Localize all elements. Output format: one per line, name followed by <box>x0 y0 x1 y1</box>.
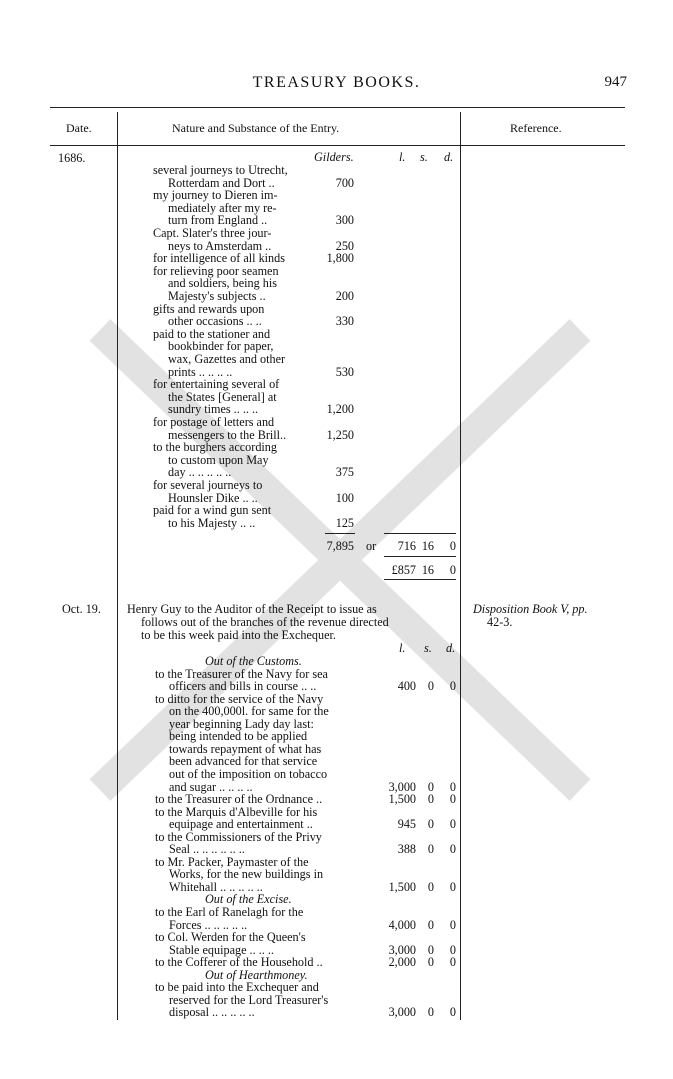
entry-line: wax, Gazettes and other <box>168 352 286 366</box>
lsd-d: d. <box>446 641 456 655</box>
payment-line: to Col. Werden for the Queen's <box>155 930 306 945</box>
amount-l: 388 <box>397 842 416 857</box>
grand-s: 16 <box>421 563 434 577</box>
amount-s: 0 <box>427 842 434 857</box>
amount-s: 0 <box>427 879 434 894</box>
amount-d: 0 <box>449 679 456 694</box>
entry-line: messengers to the Brill.. <box>168 427 287 442</box>
entry-line: other occasions .. .. <box>168 314 262 329</box>
page-number: 947 <box>604 74 627 90</box>
amount-s: 0 <box>427 917 434 932</box>
date-column-rule <box>117 112 118 1020</box>
col-header-date: Date. <box>66 121 92 135</box>
total-gilders: 7,895 <box>326 539 354 553</box>
gilders-amount: 200 <box>335 289 354 303</box>
section-heading: Out of the Customs. <box>205 654 302 668</box>
intro-line-2: follows out of the branches of the revenue directed <box>141 615 389 629</box>
payment-line: to the Treasurer of the Ordnance .. <box>155 792 323 807</box>
reference-line-2: 42-3. <box>487 615 513 629</box>
payment-line: being intended to be applied <box>169 729 308 744</box>
lsd-s: s. <box>424 641 432 655</box>
total-d: 0 <box>449 539 456 553</box>
entry-line: turn from England .. <box>168 213 268 228</box>
amount-s: 0 <box>427 1005 434 1020</box>
entry-date: 1686. <box>58 151 86 165</box>
payment-line: to the Marquis d'Albeville for his <box>155 804 318 819</box>
amount-d: 0 <box>449 917 456 932</box>
reference-line-1: Disposition Book V, pp. <box>473 602 588 616</box>
entry-line: for several journeys to <box>153 478 263 492</box>
amount-l: 3,000 <box>388 1005 416 1020</box>
payment-line: to the Treasurer of the Navy for sea <box>155 666 328 681</box>
entry-line: Hounsler Dike .. .. <box>168 490 258 505</box>
entry-line: to custom upon May <box>168 452 269 467</box>
section-heading: Out of the Excise. <box>205 892 292 907</box>
entry-line: several journeys to Utrecht, <box>153 163 288 177</box>
amount-l: 3,000 <box>388 942 416 957</box>
entry-line: gifts and rewards upon <box>153 301 265 316</box>
payment-line: Whitehall .. .. .. .. .. <box>169 879 263 894</box>
payment-line: officers and bills in course .. .. <box>169 679 317 694</box>
section-heading: Out of Hearthmoney. <box>205 967 308 982</box>
amount-d: 0 <box>449 955 456 970</box>
payment-line: and sugar .. .. .. .. <box>169 779 253 794</box>
payment-line: Forces .. .. .. .. .. <box>169 917 248 932</box>
lsd-sum-rule <box>384 533 456 534</box>
gilders-amount: 250 <box>335 238 354 253</box>
amount-s: 0 <box>427 817 434 832</box>
top-rule <box>50 107 625 108</box>
gilders-amount: 1,250 <box>326 427 354 442</box>
payment-line: year beginning Lady day last: <box>169 716 314 731</box>
entry-line: prints .. .. .. .. <box>168 364 233 379</box>
payment-line: reserved for the Lord Treasurer's <box>169 992 329 1007</box>
gilders-sum-rule <box>325 533 355 534</box>
amount-d: 0 <box>449 1005 456 1020</box>
entry-line: paid to the stationer and <box>153 326 271 341</box>
intro-line-1: Henry Guy to the Auditor of the Receipt to issue as <box>127 602 377 616</box>
gilders-amount: 1,200 <box>326 402 354 417</box>
gilders-amount: 300 <box>335 213 354 228</box>
gilders-amount: 1,800 <box>326 251 354 266</box>
entry-line: to the burghers according <box>153 440 277 455</box>
entry-line: Capt. Slater's three jour- <box>153 226 272 240</box>
reference-column-rule <box>460 112 461 1020</box>
grand-sum-rule <box>384 556 456 557</box>
total-s: 16 <box>421 539 434 553</box>
payment-line: to be paid into the Exchequer and <box>155 980 319 995</box>
amount-l: 3,000 <box>388 779 416 794</box>
payment-line: been advanced for that service <box>169 754 318 769</box>
intro-line-3: to be this week paid into the Exchequer. <box>141 628 336 642</box>
payment-line: Seal .. .. .. .. .. .. <box>169 842 245 857</box>
payment-line: towards repayment of what has <box>169 741 322 756</box>
amount-d: 0 <box>449 817 456 832</box>
entry-line: Rotterdam and Dort .. <box>168 175 275 190</box>
lsd-s: s. <box>420 150 428 164</box>
payment-line: Stable equipage .. .. .. <box>169 942 274 957</box>
payment-line: Works, for the new buildings in <box>169 867 324 882</box>
entry-date: Oct. 19. <box>62 602 101 616</box>
payment-line: disposal .. .. .. .. .. <box>169 1005 255 1020</box>
amount-l: 2,000 <box>388 955 416 970</box>
entry-line: bookbinder for paper, <box>168 339 274 354</box>
amount-l: 400 <box>397 679 416 694</box>
payment-line: to the Cofferer of the Household .. <box>155 955 323 970</box>
gilders-amount: 375 <box>335 465 354 480</box>
payment-line: on the 400,000l. for same for the <box>169 704 329 719</box>
entry-line: sundry times .. .. .. <box>168 402 259 417</box>
entry-line: for postage of letters and <box>153 415 275 429</box>
entry-line: neys to Amsterdam .. <box>168 238 272 253</box>
payment-line: to the Commissioners of the Privy <box>155 829 322 844</box>
amount-s: 0 <box>427 955 434 970</box>
payment-line: to Mr. Packer, Paymaster of the <box>155 854 309 869</box>
running-title: TREASURY BOOKS. <box>252 74 421 91</box>
lsd-l: l. <box>399 150 406 164</box>
amount-l: 945 <box>397 817 416 832</box>
amount-d: 0 <box>449 942 456 957</box>
amount-l: 1,500 <box>388 879 416 894</box>
payment-line: out of the imposition on tobacco <box>169 766 328 781</box>
amount-l: 4,000 <box>388 917 416 932</box>
lsd-l: l. <box>399 641 406 655</box>
col-header-entry: Nature and Substance of the Entry. <box>172 121 340 135</box>
amount-d: 0 <box>449 879 456 894</box>
amount-l: 1,500 <box>388 792 416 807</box>
amount-s: 0 <box>427 942 434 957</box>
gilders-header: Gilders. <box>314 150 354 164</box>
amount-s: 0 <box>427 779 434 794</box>
payment-line: equipage and entertainment .. <box>169 817 313 832</box>
amount-s: 0 <box>427 792 434 807</box>
entry-line: the States [General] at <box>168 389 277 404</box>
entry-line: for entertaining several of <box>153 377 280 392</box>
gilders-amount: 530 <box>335 364 354 379</box>
entry-line: day .. .. .. .. .. <box>168 465 232 480</box>
lsd-d: d. <box>444 150 454 164</box>
entry-line: for intelligence of all kinds <box>153 251 285 266</box>
amount-d: 0 <box>449 779 456 794</box>
payment-line: to ditto for the service of the Navy <box>155 691 324 706</box>
total-l: 716 <box>397 539 416 553</box>
grand-l: £857 <box>391 563 416 577</box>
gilders-amount: 330 <box>335 314 354 329</box>
entry-line: and soldiers, being his <box>168 276 277 291</box>
amount-d: 0 <box>449 792 456 807</box>
entry-line: for relieving poor seamen <box>153 263 279 278</box>
grand-sum-bottom-rule <box>384 579 456 580</box>
amount-d: 0 <box>449 842 456 857</box>
payment-line: to the Earl of Ranelagh for the <box>155 905 304 919</box>
gilders-amount: 700 <box>335 175 354 190</box>
col-header-reference: Reference. <box>510 121 562 135</box>
gilders-amount: 100 <box>335 490 354 505</box>
gilders-amount: 125 <box>335 515 354 530</box>
entry-line: mediately after my re- <box>168 200 277 215</box>
grand-d: 0 <box>449 563 456 577</box>
or-label: or <box>366 539 377 553</box>
entry-line: my journey to Dieren im- <box>153 188 278 203</box>
amount-s: 0 <box>427 679 434 694</box>
header-bottom-rule <box>50 145 625 146</box>
entry-line: Majesty's subjects .. <box>168 289 266 303</box>
entry-line: paid for a wind gun sent <box>153 503 272 518</box>
entry-line: to his Majesty .. .. <box>168 515 256 530</box>
